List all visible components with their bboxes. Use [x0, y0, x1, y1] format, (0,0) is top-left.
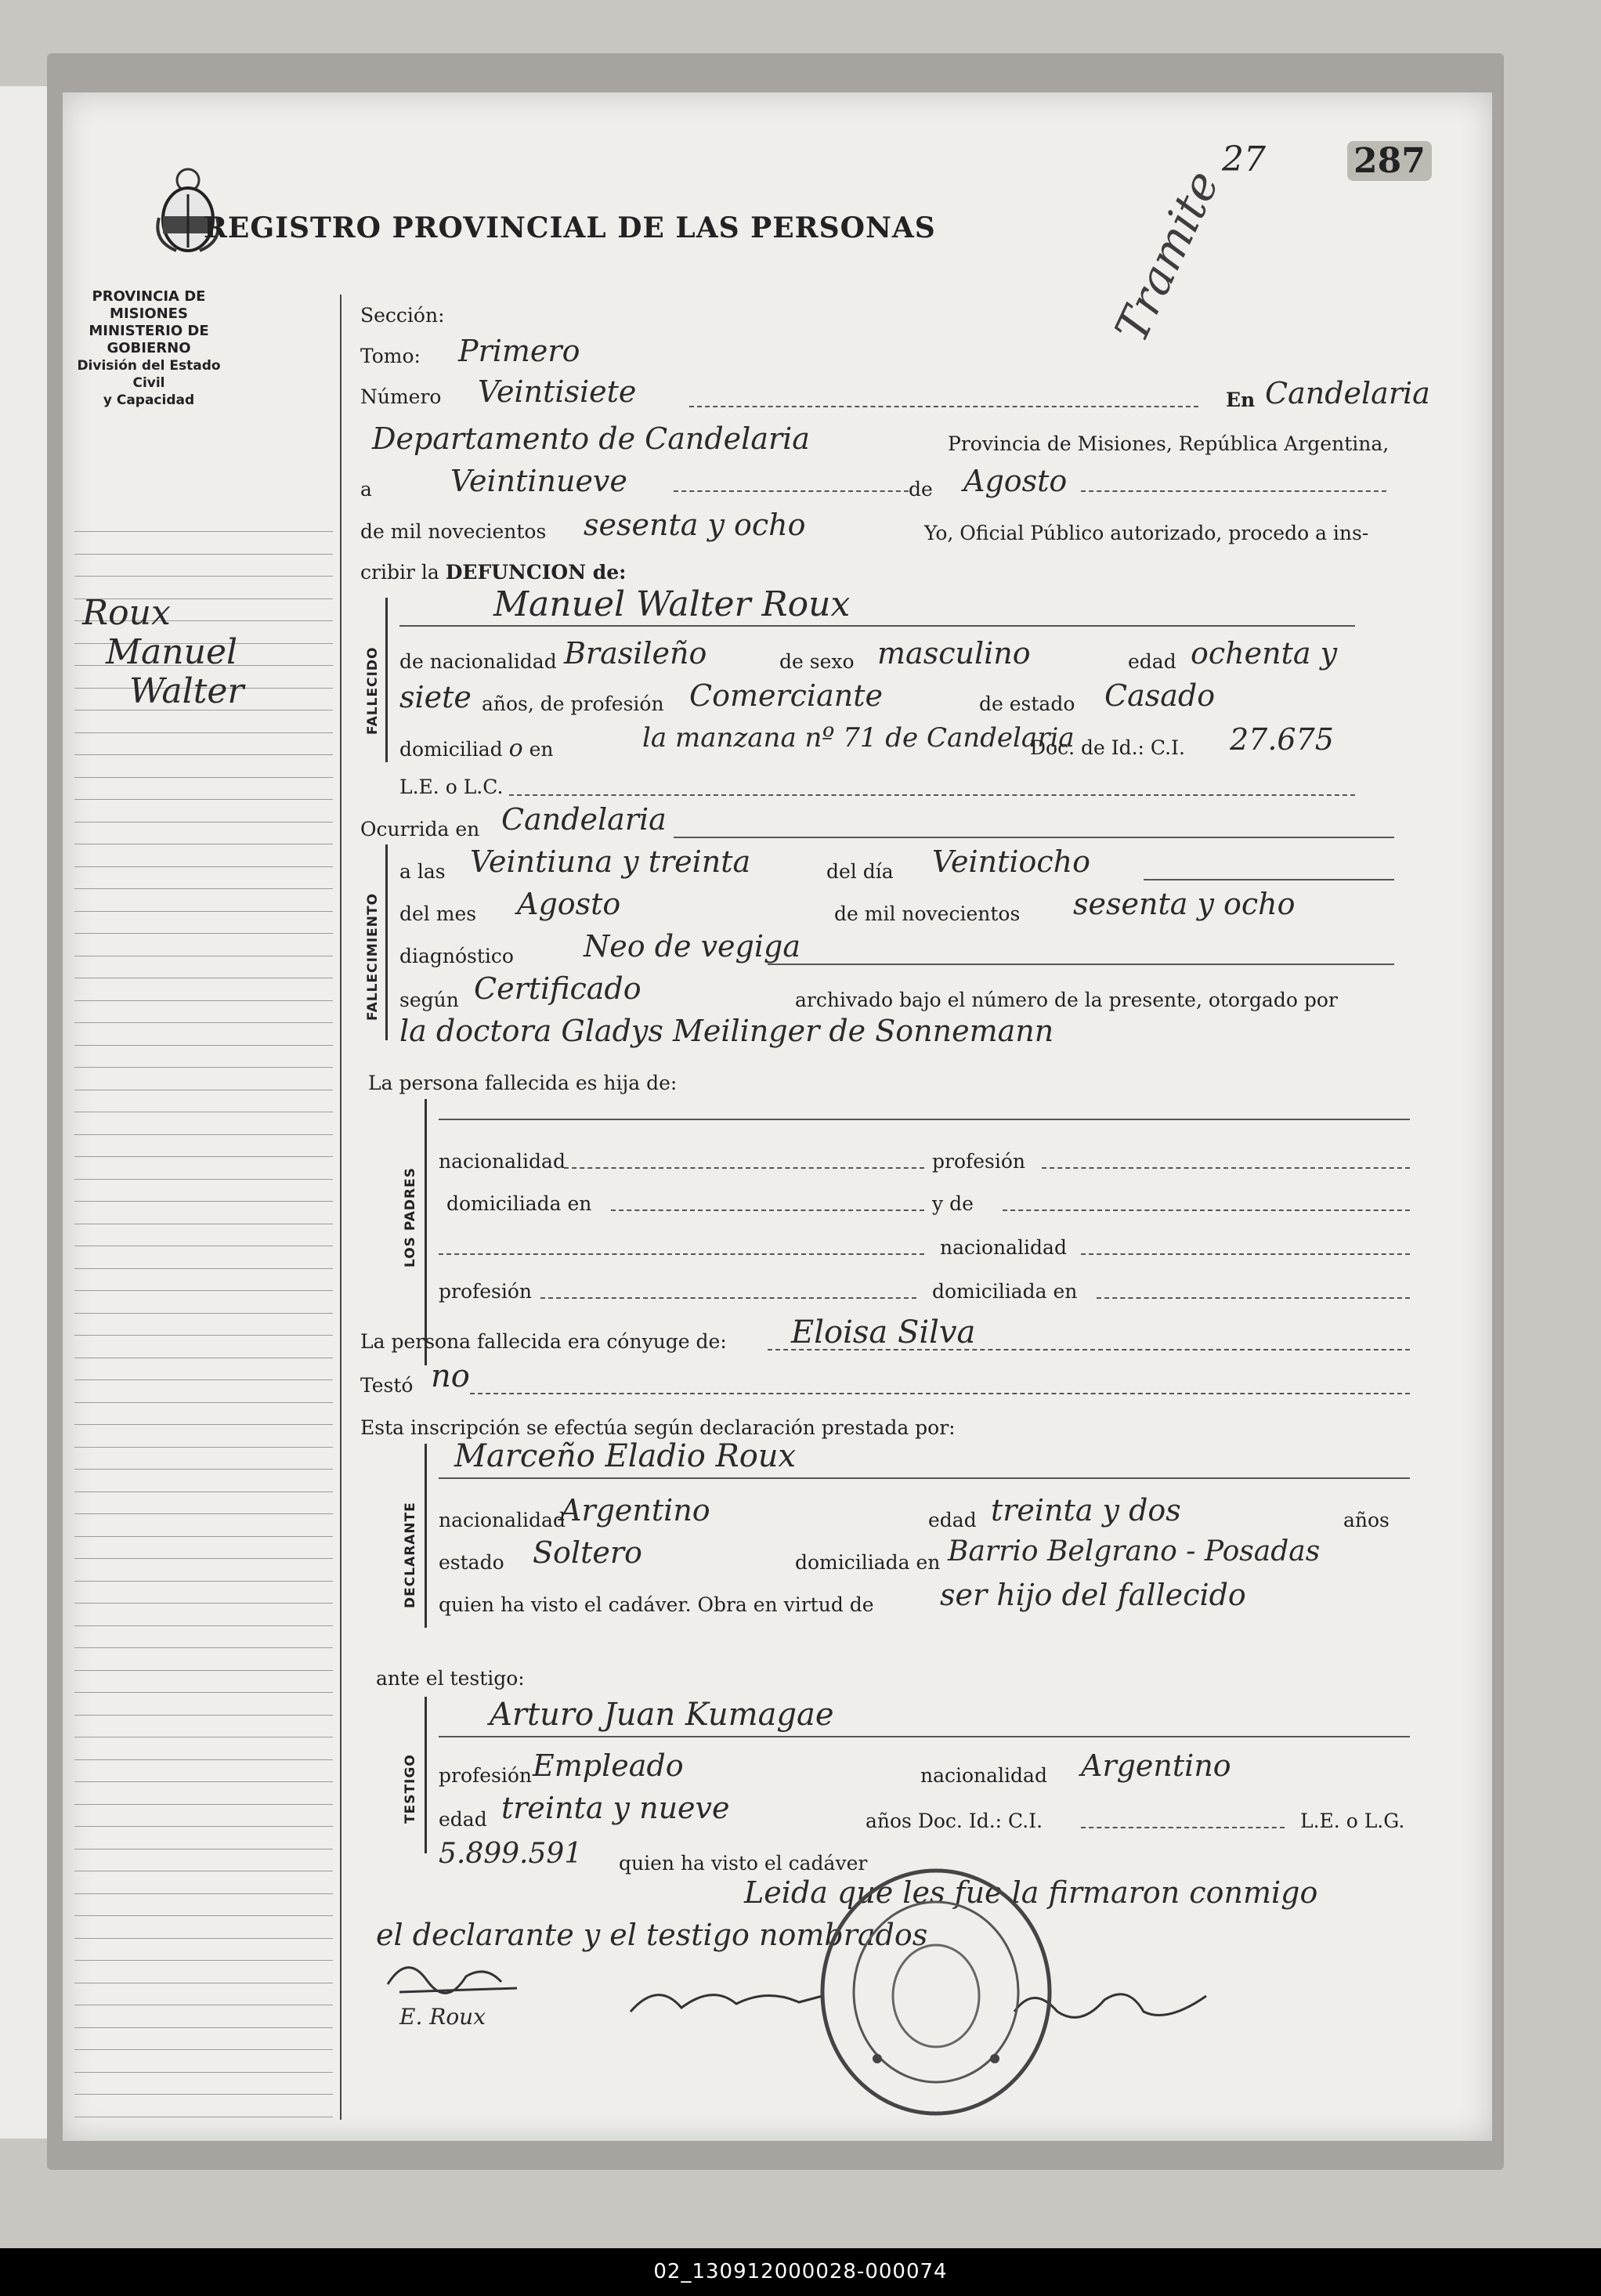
archivado-text: archivado bajo el número de la presente, otorgado por	[795, 989, 1338, 1011]
dia-value: Veintiocho	[932, 844, 1091, 879]
margin-rule	[74, 1156, 333, 1157]
margin-rule	[74, 1379, 333, 1380]
declarante-domiciliada-label	[795, 1551, 940, 1574]
ocurrida-label: Ocurrida en	[360, 818, 480, 841]
declarante-intro: Esta inscripción se efectúa según declaración prestada por:	[360, 1416, 956, 1439]
padre-nacionalidad-line	[564, 1167, 924, 1169]
tomo-label: Tomo:	[360, 345, 421, 367]
margin-rule	[74, 2094, 333, 2095]
testigo-doc-label: años Doc. Id.: C.I.	[866, 1810, 1043, 1832]
ocurrida-value: Candelaria	[501, 802, 667, 837]
fallecido-edad-value-2: siete	[399, 680, 472, 714]
signature-declarante-icon	[384, 1949, 533, 2004]
numero-line	[689, 406, 1198, 407]
diagnostico-value: Neo de vegiga	[584, 929, 801, 964]
page-number-pencil: 27	[1222, 139, 1266, 179]
madre-profesion-label: profesión	[439, 1280, 533, 1303]
testigo-name-line	[439, 1736, 1410, 1737]
fallecido-nacionalidad-value: Brasileño	[564, 636, 707, 671]
page-title: REGISTRO PROVINCIAL DE LAS PERSONAS	[204, 212, 936, 244]
padres-intro: La persona fallecida es hija de:	[368, 1072, 678, 1094]
margin-rule	[74, 1491, 333, 1492]
le-lc-line	[509, 794, 1355, 796]
conyuge-line	[768, 1349, 1410, 1350]
fallecido-bar	[385, 598, 388, 762]
testo-line	[470, 1393, 1410, 1394]
numero-value: Veintisiete	[478, 374, 637, 409]
margin-rule	[74, 911, 333, 912]
declarante-nacionalidad-label: nacionalidad	[439, 1509, 566, 1531]
domiciliado-suffix: o	[508, 735, 523, 762]
testigo-edad-value: treinta y nueve	[501, 1791, 730, 1825]
padre-name-line	[439, 1119, 1410, 1120]
fallecido-profesion-label: años, de profesión	[482, 692, 664, 715]
margin-rule	[74, 799, 333, 800]
margin-rule	[74, 1647, 333, 1648]
declarante-obra-value: ser hijo del fallecido	[940, 1578, 1246, 1612]
margin-rule	[74, 888, 333, 889]
fecha-dia-line	[674, 490, 909, 492]
testigo-doc-line	[1081, 1827, 1285, 1828]
departamento-value: Departamento de Candelaria	[372, 421, 810, 456]
tomo-value: Primero	[458, 334, 580, 368]
ocurrida-line	[674, 837, 1394, 838]
office-ministry: MINISTERIO DE GOBIERNO	[89, 323, 209, 356]
page-number-stamp: 287	[1347, 141, 1432, 181]
handwritten-stamp: Tramite	[1104, 162, 1230, 350]
hora-value: Veintiuna y treinta	[470, 844, 751, 879]
fallecido-doc-label: Doc. de Id.: C.I.	[1030, 736, 1185, 759]
fallecido-doc-value: 27.675	[1230, 722, 1334, 757]
numero-label: Número	[360, 385, 442, 408]
margin-rule	[74, 754, 333, 755]
fallecido-estado-label: de estado	[979, 692, 1075, 715]
fallecido-nacionalidad-label: de nacionalidad	[399, 650, 557, 673]
margin-rule	[74, 732, 333, 733]
declarante-edad-value: treinta y dos	[991, 1493, 1181, 1528]
fallecido-estado-value: Casado	[1104, 678, 1216, 713]
fallecido-le-lc-label: L.E. o L.C.	[399, 776, 504, 798]
inscribir-label: cribir la	[360, 561, 439, 584]
margin-rule	[74, 2072, 333, 2073]
fallecido-edad-value-1: ochenta y	[1191, 636, 1338, 671]
testo-value: no	[431, 1358, 470, 1394]
fallecido-nombre: Manuel Walter Roux	[493, 584, 851, 624]
margin-rule	[74, 1447, 333, 1448]
margin-rule	[74, 1201, 333, 1202]
margin-rule	[74, 1960, 333, 1961]
madre-domicilio-line	[1097, 1297, 1410, 1299]
anio-value: sesenta y ocho	[584, 508, 806, 542]
signature-testigo-icon	[627, 1972, 830, 2027]
margin-rule	[74, 1000, 333, 1001]
fallecido-section-label: FALLECIDO	[365, 646, 381, 735]
declarante-nacionalidad-value: Argentino	[560, 1493, 710, 1528]
testigo-edad-label: edad	[439, 1808, 487, 1831]
fallecido-sexo-label: de sexo	[779, 650, 855, 673]
margin-rule	[74, 2027, 333, 2028]
mes-value: Agosto	[517, 887, 621, 921]
fallecido-profesion-value: Comerciante	[689, 678, 883, 713]
office-province: PROVINCIA DE MISIONES	[92, 288, 206, 322]
domiciliada-label: domiciliada	[795, 1551, 910, 1574]
margin-rule	[74, 1759, 333, 1760]
padre-profesion-line	[1042, 1167, 1410, 1169]
testigo-doc-value: 5.899.591	[439, 1838, 583, 1870]
firma-declarante-print: E. Roux	[399, 2004, 486, 2030]
declarante-anios-label: años	[1343, 1509, 1390, 1531]
madre-nacionalidad-line	[1081, 1253, 1410, 1255]
segun-value: Certificado	[474, 971, 641, 1006]
madre-name-line	[1003, 1209, 1410, 1211]
testigo-le-lg-label: L.E. o L.G.	[1300, 1810, 1405, 1832]
margin-rule	[74, 777, 333, 778]
margin-rule	[74, 1022, 333, 1023]
anio-label: de mil novecientos	[360, 520, 547, 543]
en-label: En	[1226, 389, 1256, 411]
domiciliado-en-label: en	[529, 738, 554, 761]
padre-domiciliada-label: domiciliada en	[446, 1192, 592, 1215]
margin-rule	[74, 2049, 333, 2050]
margin-rule	[74, 1804, 333, 1805]
fallecimiento-bar	[385, 844, 388, 1040]
margin-rule	[74, 1513, 333, 1514]
y-de-label: y de	[932, 1192, 974, 1215]
provincia-text: Provincia de Misiones, República Argentina,	[948, 432, 1390, 455]
testigo-nombre: Arturo Juan Kumagae	[490, 1697, 834, 1733]
declarante-quien-text: quien ha visto el cadáver. Obra en virtud de	[439, 1593, 874, 1616]
declarante-name-line	[439, 1477, 1410, 1479]
image-code-bar: 02_130912000028-000074	[0, 2248, 1601, 2296]
cierre-line-2: el declarante y el testigo nombrados	[376, 1918, 928, 1952]
fallecido-sexo-value: masculino	[877, 636, 1031, 671]
fallecido-name-line	[399, 625, 1355, 627]
testigo-intro: ante el testigo:	[376, 1667, 525, 1690]
mil-novecientos-label: de mil novecientos	[834, 902, 1021, 925]
margin-rule	[74, 1603, 333, 1604]
testigo-quien-text: quien ha visto el cadáver	[619, 1852, 868, 1875]
del-dia-label: del día	[826, 860, 894, 883]
margin-note-middle: Walter	[129, 671, 244, 711]
office-capacidad: y Capacidad	[103, 392, 195, 408]
margin-rule	[74, 1335, 333, 1336]
fecha-mes-line	[1081, 490, 1386, 492]
padre-domicilio-line	[611, 1209, 924, 1211]
hora-label: a las	[399, 860, 446, 883]
testigo-bar	[425, 1697, 427, 1853]
margin-rule	[74, 1268, 333, 1269]
margin-rule	[74, 1938, 333, 1939]
fallecido-domicilio-value: la manzana nº 71 de Candelaria	[642, 722, 1075, 754]
padre-profesion-label: profesión	[932, 1150, 1026, 1173]
declarante-bar	[425, 1444, 427, 1628]
conyuge-label: La persona fallecida era cónyuge de:	[360, 1330, 727, 1353]
declarante-edad-label: edad	[928, 1509, 977, 1531]
diagnostico-label: diagnóstico	[399, 945, 514, 967]
margin-rule	[74, 531, 333, 532]
segun-label: según	[399, 989, 459, 1011]
testigo-nacionalidad-label: nacionalidad	[920, 1764, 1047, 1787]
margin-note-name: Manuel	[106, 632, 238, 672]
testigo-section-label: TESTIGO	[403, 1754, 418, 1824]
del-mes-label: del mes	[399, 902, 477, 925]
fecha-de-label: de	[909, 478, 933, 501]
margin-rule	[74, 1715, 333, 1716]
dia-line	[1144, 879, 1394, 880]
defuncion-label: DEFUNCION de:	[445, 561, 627, 584]
margin-rule	[74, 1134, 333, 1135]
margin-rule	[74, 1290, 333, 1291]
fallecido-edad-label: edad	[1128, 650, 1176, 673]
official-seal-icon	[815, 1863, 1057, 2121]
office-division: División del Estado Civil	[77, 358, 221, 391]
seccion-label: Sección:	[360, 304, 445, 327]
en-value: Candelaria	[1265, 376, 1430, 410]
margin-rule	[74, 576, 333, 577]
margin-rule	[74, 1670, 333, 1671]
madre-profesion-line	[540, 1297, 916, 1299]
margin-rule	[74, 554, 333, 555]
previous-page-edge	[0, 86, 50, 2139]
fecha-dia-value: Veintinueve	[450, 464, 627, 498]
margin-rule	[74, 1893, 333, 1894]
domiciliado-label: domiciliad	[399, 738, 503, 761]
inscribir-text	[360, 561, 626, 584]
madre-domiciliada-label: domiciliada en	[932, 1280, 1078, 1303]
margin-rule	[74, 1692, 333, 1693]
register-page	[63, 92, 1492, 2141]
margin-note	[82, 594, 244, 711]
margin-note-surname: Roux	[82, 593, 171, 633]
margin-rule	[74, 1067, 333, 1068]
testigo-nacionalidad-value: Argentino	[1081, 1748, 1231, 1783]
diagnostico-line	[768, 964, 1394, 965]
testigo-profesion-label: profesión	[439, 1764, 533, 1787]
office-block	[70, 288, 227, 409]
padre-nacionalidad-label: nacionalidad	[439, 1150, 566, 1173]
medico-value: la doctora Gladys Meilinger de Sonnemann	[399, 1014, 1054, 1048]
margin-rule	[74, 1424, 333, 1425]
fallecido-domiciliado-label	[399, 735, 554, 762]
declarante-estado-label: estado	[439, 1551, 504, 1574]
margin-rule	[74, 1536, 333, 1537]
madre-line	[439, 1253, 924, 1255]
margin-rule	[74, 1469, 333, 1470]
madre-nacionalidad-label: nacionalidad	[940, 1236, 1067, 1259]
padres-bar	[425, 1099, 427, 1365]
margin-rule	[74, 866, 333, 867]
margin-rule	[74, 1625, 333, 1626]
margin-rule	[74, 1558, 333, 1559]
margin-rule	[74, 1045, 333, 1046]
margin-rule	[74, 1781, 333, 1782]
cierre-line-1: Leida que les fue la firmaron conmigo	[744, 1875, 1318, 1910]
margin-rule	[74, 1915, 333, 1916]
declarante-section-label: DECLARANTE	[403, 1502, 418, 1608]
margin-rule	[74, 1179, 333, 1180]
declarante-estado-value: Soltero	[533, 1535, 642, 1570]
margin-rule	[74, 1581, 333, 1582]
fallecimiento-section-label: FALLECIMIENTO	[365, 892, 381, 1021]
margin-rule	[74, 1313, 333, 1314]
margin-rule	[74, 1402, 333, 1403]
testo-label: Testó	[360, 1374, 414, 1397]
margin-rule	[74, 822, 333, 823]
domiciliada-en-label: en	[916, 1551, 941, 1574]
declarante-domicilio-value: Barrio Belgrano - Posadas	[948, 1535, 1321, 1567]
margin-rule	[74, 933, 333, 934]
margin-rule	[74, 1826, 333, 1827]
fecha-mes-value: Agosto	[963, 464, 1068, 498]
declarante-nombre: Marceño Eladio Roux	[454, 1438, 797, 1474]
fecha-a-label: a	[360, 478, 372, 501]
padres-section-label: LOS PADRES	[403, 1167, 418, 1267]
margin-separator	[340, 295, 342, 2120]
anio-fallecimiento-value: sesenta y ocho	[1073, 887, 1296, 921]
oficial-text: Yo, Oficial Público autorizado, procedo a ins-	[924, 522, 1369, 544]
testigo-profesion-value: Empleado	[533, 1748, 684, 1783]
conyuge-value: Eloisa Silva	[791, 1314, 976, 1350]
